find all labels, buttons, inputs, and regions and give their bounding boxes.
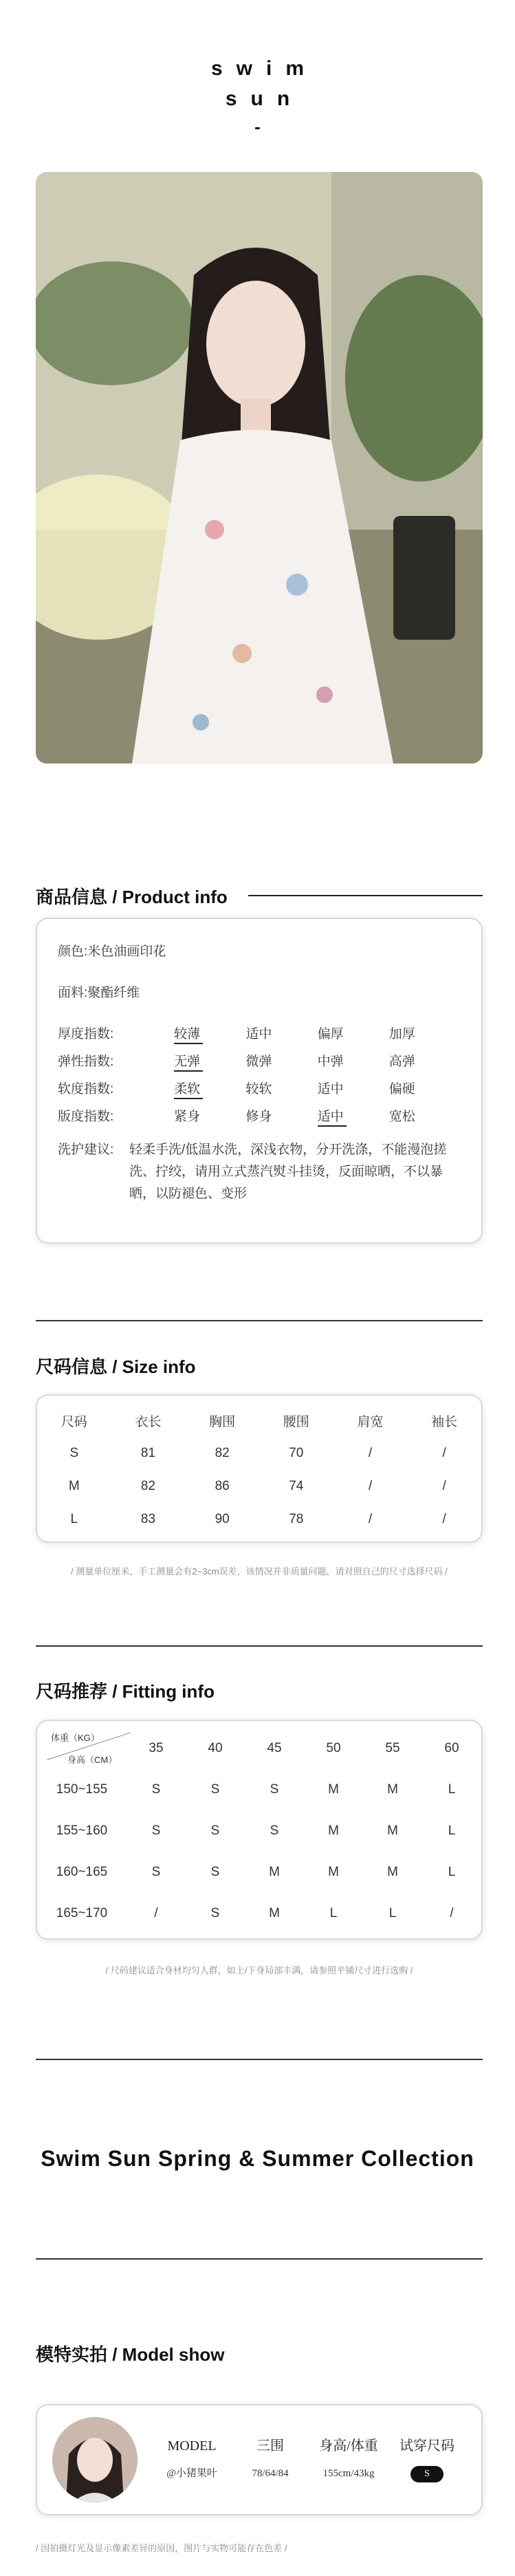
fit-size-cell: S bbox=[210, 1906, 220, 1920]
product-info-divider bbox=[248, 895, 483, 896]
model-note: / 因拍摄灯光及显示像素差异的原因，图片与实物可能存在色差 / bbox=[36, 2543, 287, 2553]
size-cell: / bbox=[442, 1446, 446, 1460]
model-avatar bbox=[52, 2417, 138, 2502]
fitting-note: / 尺码建议适合身材均匀人群，如上/下身局部丰满，请参照平铺尺寸进行选购 / bbox=[105, 1965, 413, 1976]
divider bbox=[36, 1645, 483, 1647]
height-label: 身高（CM） bbox=[67, 1755, 118, 1765]
size-header-cell: 胸围 bbox=[209, 1414, 236, 1429]
product-indices bbox=[58, 1021, 461, 1131]
brand-logo bbox=[0, 54, 515, 139]
fit-size-cell: M bbox=[387, 1823, 398, 1838]
fit-size-cell: S bbox=[151, 1823, 161, 1838]
index-label: 软度指数: bbox=[58, 1082, 114, 1096]
index-label: 厚度指数: bbox=[58, 1027, 114, 1041]
index-option: 偏硬 bbox=[388, 1082, 415, 1096]
index-label: 版度指数: bbox=[58, 1110, 114, 1124]
table-row bbox=[37, 1437, 481, 1470]
size-cell: S bbox=[69, 1446, 79, 1460]
weight-cell: 35 bbox=[149, 1741, 164, 1755]
size-header-cell: 袖长 bbox=[431, 1414, 458, 1429]
height-cell: 155~160 bbox=[56, 1823, 108, 1838]
fitting-table bbox=[37, 1728, 481, 1934]
model-show-header bbox=[36, 2341, 483, 2365]
fit-size-cell: M bbox=[387, 1865, 398, 1879]
size-cell: 86 bbox=[215, 1479, 230, 1493]
size-cell: / bbox=[442, 1512, 446, 1526]
height-cell: 165~170 bbox=[56, 1906, 108, 1920]
index-option-selected: 较薄 bbox=[174, 1021, 245, 1048]
fitting-info-title: 尺码推荐 / Fitting info bbox=[36, 1680, 215, 1702]
fitting-info-header bbox=[36, 1678, 483, 1702]
index-option-selected: 无弹 bbox=[174, 1048, 245, 1076]
index-row bbox=[58, 1048, 461, 1076]
model-card bbox=[36, 2404, 483, 2515]
fit-size-cell: / bbox=[154, 1906, 158, 1920]
table-row bbox=[37, 1470, 481, 1503]
fit-size-cell: L bbox=[388, 1906, 397, 1920]
brand-line-3: - bbox=[254, 116, 261, 137]
size-cell: M bbox=[68, 1479, 80, 1493]
wash-text: 轻柔手洗/低温水洗，深浅衣物，分开洗涤，不能漫泡搓洗、拧绞，请用立式蒸汽熨斗挂烫，反面晾晒，不以暴晒，以防褪色、变形 bbox=[129, 1143, 447, 1201]
size-cell: 90 bbox=[215, 1512, 230, 1526]
fitting-info-card bbox=[36, 1720, 483, 1940]
size-cell: / bbox=[368, 1446, 373, 1460]
model-value: 155cm/43kg bbox=[322, 2468, 375, 2479]
size-pill: S bbox=[410, 2466, 443, 2482]
hero-illustration bbox=[36, 172, 483, 764]
index-option: 高弹 bbox=[388, 1054, 415, 1069]
index-label: 弹性指数: bbox=[58, 1054, 114, 1069]
index-row bbox=[58, 1021, 461, 1048]
table-row bbox=[37, 1810, 481, 1852]
size-note: / 测量单位厘米，手工测量会有2~3cm误差，该情况并非质量问题，请对照自己的尺寸选择尺码 / bbox=[71, 1566, 448, 1577]
index-option: 较软 bbox=[245, 1082, 272, 1096]
fitting-header-row bbox=[37, 1728, 481, 1769]
hero-photo bbox=[36, 172, 483, 764]
model-column bbox=[231, 2432, 309, 2487]
size-cell: 81 bbox=[140, 1446, 156, 1460]
index-option: 修身 bbox=[245, 1110, 272, 1124]
collection-title: Swim Sun Spring & Summer Collection bbox=[41, 2146, 474, 2171]
size-cell: 82 bbox=[140, 1479, 156, 1493]
fit-size-cell: M bbox=[269, 1865, 280, 1879]
fit-size-cell: L bbox=[448, 1782, 456, 1797]
divider bbox=[36, 2258, 483, 2260]
fit-size-cell: S bbox=[210, 1782, 220, 1797]
size-info-card bbox=[36, 1394, 483, 1543]
size-cell: / bbox=[368, 1512, 373, 1526]
index-option: 适中 bbox=[245, 1027, 272, 1041]
weight-cell: 50 bbox=[326, 1741, 341, 1755]
table-row bbox=[37, 1769, 481, 1810]
product-fabric: 面料:聚酯纤维 bbox=[58, 986, 140, 1000]
fit-size-cell: L bbox=[329, 1906, 338, 1920]
index-option: 适中 bbox=[317, 1082, 344, 1096]
brand-line-1: swim bbox=[210, 57, 318, 80]
fit-size-cell: S bbox=[270, 1782, 279, 1797]
table-row bbox=[37, 1852, 481, 1893]
height-cell: 150~155 bbox=[56, 1782, 108, 1797]
size-header-cell: 尺码 bbox=[61, 1414, 87, 1429]
index-option: 偏厚 bbox=[317, 1027, 344, 1041]
index-option-selected: 柔软 bbox=[174, 1076, 245, 1103]
table-row bbox=[37, 1893, 481, 1934]
fit-size-cell: M bbox=[269, 1906, 280, 1920]
size-cell: / bbox=[442, 1479, 446, 1493]
product-info-title: 商品信息 / Product info bbox=[36, 886, 228, 907]
weight-label: 体重（KG） bbox=[51, 1733, 100, 1743]
divider bbox=[36, 2059, 483, 2060]
table-row bbox=[37, 1503, 481, 1536]
model-value: 78/64/84 bbox=[252, 2468, 289, 2479]
model-column bbox=[388, 2432, 466, 2487]
fit-size-cell: S bbox=[210, 1865, 220, 1879]
product-color: 颜色:米色油画印花 bbox=[58, 944, 166, 959]
index-option-selected: 适中 bbox=[318, 1103, 389, 1131]
fit-size-cell: M bbox=[328, 1823, 339, 1838]
fit-size-cell: L bbox=[448, 1865, 456, 1879]
fit-size-cell: M bbox=[328, 1782, 339, 1797]
size-header-cell: 肩宽 bbox=[357, 1414, 384, 1429]
model-key: 身高/体重 bbox=[319, 2438, 378, 2454]
fit-size-cell: / bbox=[450, 1906, 454, 1920]
fitting-corner bbox=[37, 1728, 127, 1769]
size-header-cell: 腰围 bbox=[283, 1414, 309, 1429]
size-cell: L bbox=[70, 1512, 78, 1526]
model-column bbox=[309, 2432, 388, 2487]
model-value bbox=[388, 2460, 466, 2487]
index-row bbox=[58, 1103, 461, 1131]
avatar-illustration bbox=[52, 2417, 138, 2502]
weight-cell: 45 bbox=[267, 1741, 282, 1755]
model-key: MODEL bbox=[167, 2438, 217, 2454]
size-header-row bbox=[37, 1404, 481, 1437]
size-info-header bbox=[36, 1354, 483, 1377]
index-option: 宽松 bbox=[388, 1110, 415, 1124]
size-header-cell: 衣长 bbox=[135, 1414, 162, 1429]
size-cell: 83 bbox=[140, 1512, 156, 1526]
size-cell: 78 bbox=[289, 1512, 304, 1526]
fit-size-cell: S bbox=[210, 1823, 220, 1838]
model-key: 试穿尺码 bbox=[399, 2438, 454, 2454]
fit-size-cell: S bbox=[151, 1865, 161, 1879]
model-value: @小猪果叶 bbox=[166, 2468, 217, 2479]
model-details bbox=[153, 2432, 466, 2487]
wash-label: 洗护建议: bbox=[58, 1143, 114, 1157]
fit-size-cell: L bbox=[448, 1823, 456, 1838]
product-info-header bbox=[36, 884, 483, 907]
fit-size-cell: S bbox=[270, 1823, 279, 1838]
size-cell: 82 bbox=[215, 1446, 230, 1460]
weight-cell: 55 bbox=[385, 1741, 400, 1755]
size-table bbox=[37, 1404, 481, 1536]
model-show-title: 模特实拍 / Model show bbox=[36, 2344, 225, 2365]
wash-advice bbox=[58, 1139, 461, 1205]
model-key: 三围 bbox=[256, 2438, 284, 2454]
index-option: 中弹 bbox=[317, 1054, 344, 1069]
brand-line-2: sun bbox=[225, 87, 304, 110]
model-column bbox=[153, 2432, 231, 2487]
index-option: 微弹 bbox=[245, 1054, 272, 1069]
size-info-title: 尺码信息 / Size info bbox=[36, 1356, 196, 1377]
fit-size-cell: M bbox=[328, 1865, 339, 1879]
divider bbox=[36, 1320, 483, 1321]
size-cell: / bbox=[368, 1479, 373, 1493]
weight-cell: 40 bbox=[208, 1741, 223, 1755]
index-option: 紧身 bbox=[174, 1110, 201, 1124]
product-info-card bbox=[36, 918, 483, 1244]
height-cell: 160~165 bbox=[56, 1865, 108, 1879]
index-option: 加厚 bbox=[388, 1027, 415, 1041]
fit-size-cell: M bbox=[387, 1782, 398, 1797]
weight-cell: 60 bbox=[444, 1741, 459, 1755]
fit-size-cell: S bbox=[151, 1782, 161, 1797]
index-row bbox=[58, 1076, 461, 1103]
size-cell: 70 bbox=[289, 1446, 304, 1460]
size-cell: 74 bbox=[289, 1479, 304, 1493]
